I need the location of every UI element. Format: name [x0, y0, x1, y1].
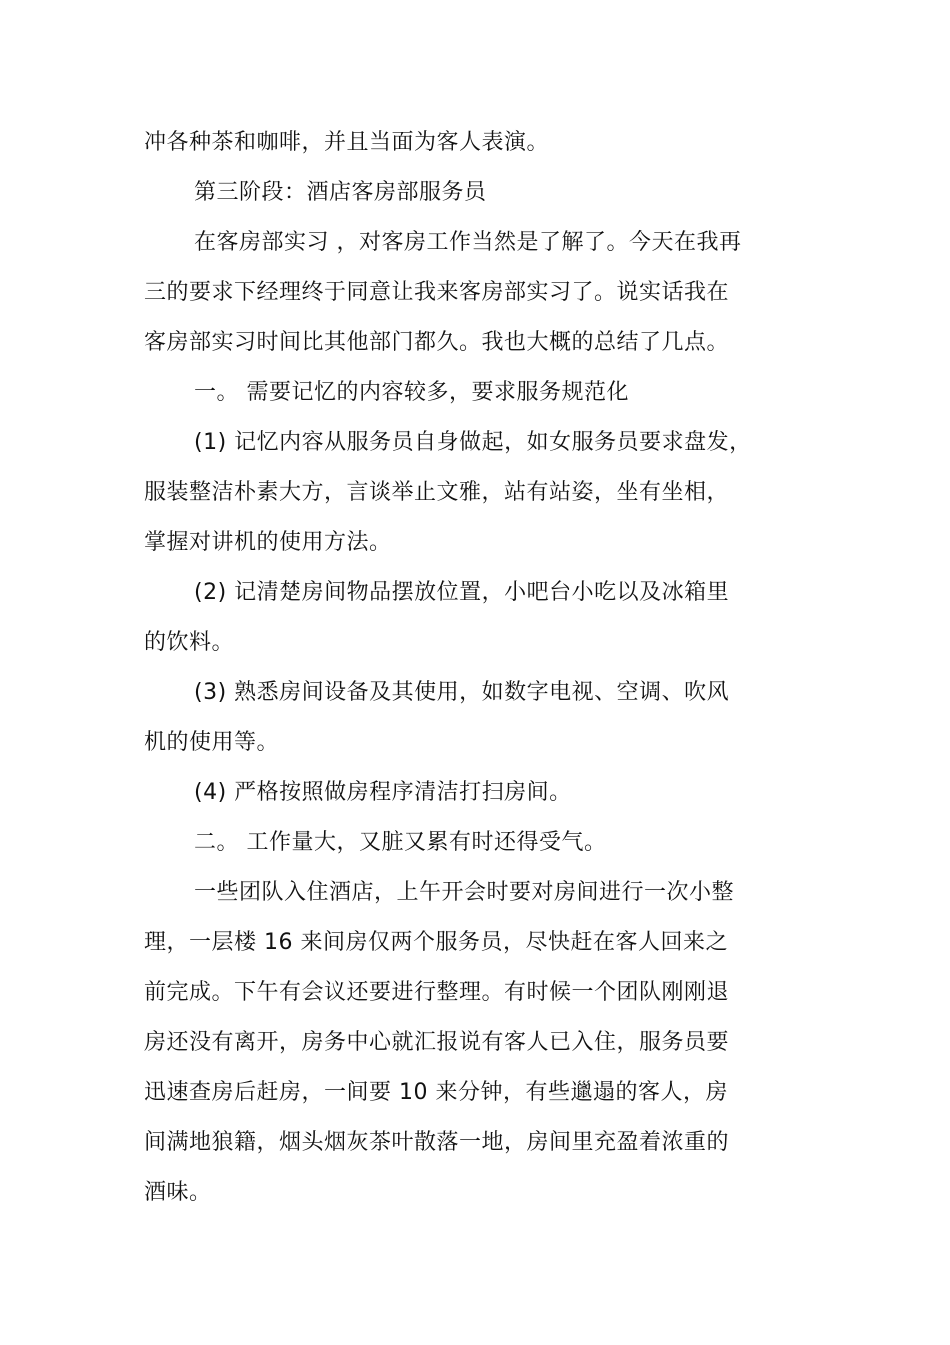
text-line: 间满地狼籍，烟头烟灰茶叶散落一地，房间里充盈着浓重的	[144, 1130, 730, 1155]
text-line: (4) 严格按照做房程序清洁打扫房间。	[194, 780, 572, 805]
text-line: 的饮料。	[144, 630, 235, 655]
text-line: 一些团队入住酒店，上午开会时要对房间进行一次小整	[194, 880, 735, 905]
text-line: 前完成。下午有会议还要进行整理。有时候一个团队刚刚退	[144, 980, 730, 1005]
text-line: 在客房部实习 ，对客房工作当然是了解了。今天在我再	[194, 230, 742, 255]
text-line: 服装整洁朴素大方，言谈举止文雅，站有站姿，坐有坐相，	[144, 480, 730, 505]
text-line: 迅速查房后赶房，一间要 10 来分钟，有些邋遢的客人，房	[144, 1080, 728, 1105]
text-line: 理，一层楼 16 来间房仅两个服务员，尽快赶在客人回来之	[144, 930, 728, 955]
text-line: 机的使用等。	[144, 730, 280, 755]
text-line: 冲各种茶和咖啡，并且当面为客人表演。	[144, 130, 550, 155]
text-line: (1) 记忆内容从服务员自身做起，如女服务员要求盘发，	[194, 430, 752, 455]
subsection-heading: 一。 需要记忆的内容较多，要求服务规范化	[194, 380, 629, 405]
text-line: 掌握对讲机的使用方法。	[144, 530, 392, 555]
text-line: 客房部实习时间比其他部门都久。我也大概的总结了几点。	[144, 330, 730, 355]
subsection-heading: 二。 工作量大，又脏又累有时还得受气。	[194, 830, 607, 855]
text-line: 酒味。	[144, 1180, 212, 1205]
text-line: (2) 记清楚房间物品摆放位置，小吧台小吃以及冰箱里	[194, 580, 730, 605]
text-line: 三的要求下经理终于同意让我来客房部实习了。说实话我在	[144, 280, 730, 305]
section-heading: 第三阶段：酒店客房部服务员	[194, 180, 487, 205]
text-line: 房还没有离开，房务中心就汇报说有客人已入住，服务员要	[144, 1030, 730, 1055]
text-line: (3) 熟悉房间设备及其使用，如数字电视、空调、吹风	[194, 680, 730, 705]
